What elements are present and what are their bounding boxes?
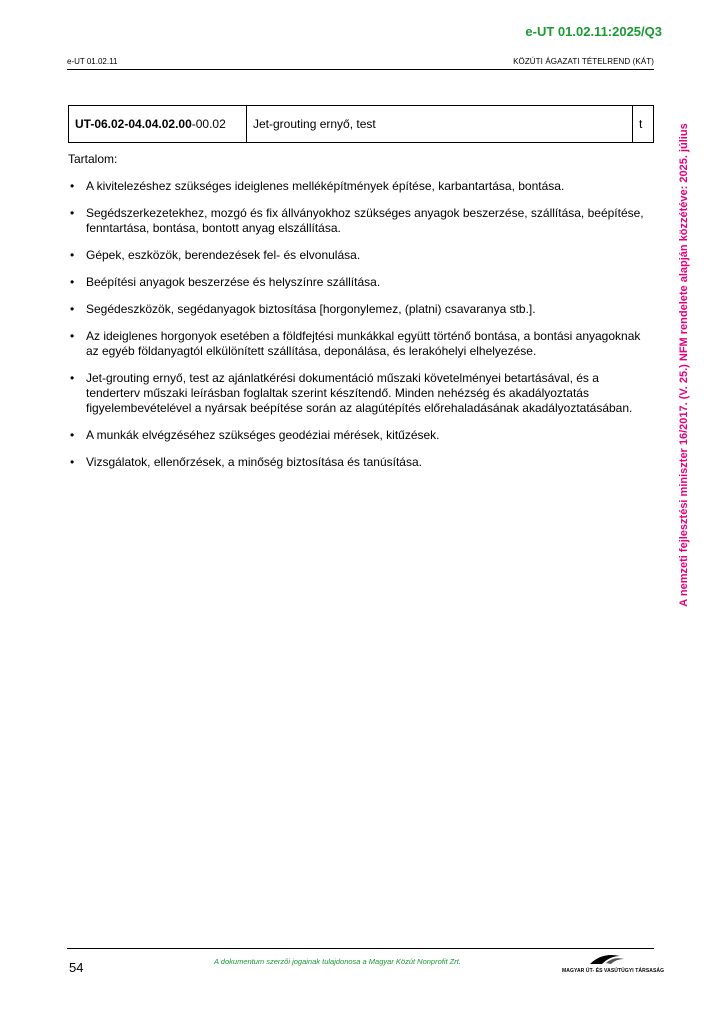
footer-divider <box>67 948 654 949</box>
content-bullet-list <box>68 179 654 470</box>
item-code-cell <box>69 106 247 143</box>
copyright-notice: A dokumentum szerzői jogainak tulajdonosa a Magyar Közút Nonprofit Zrt. <box>214 957 461 966</box>
list-item-text: Segédszerkezetekhez, mozgó és fix állványokhoz szükséges anyagok beszerzése, szállítása, beépítése, fenntartása, bontása, bontott anyag elszállítása. <box>86 206 644 235</box>
list-item-text: Beépítési anyagok beszerzése és helyszínre szállítása. <box>86 275 381 289</box>
item-row <box>69 106 654 143</box>
list-item <box>68 248 654 263</box>
item-code-bold: UT-06.02-04.04.02.00 <box>75 117 192 131</box>
list-item-text: Az ideiglenes horgonyok esetében a földfejtési munkákkal együtt történő bontása, a bontási anyagoknak az egyéb földanyagtól elkülönített szállítása, deponálása, és lerakóhelyi elhelyezése. <box>86 329 641 358</box>
logo-swoosh-icon <box>562 950 654 968</box>
item-code-suffix: -00.02 <box>191 117 226 131</box>
list-item-text: A munkák elvégzéséhez szükséges geodéziai mérések, kitűzések. <box>86 428 440 442</box>
list-item-text: Jet-grouting ernyő, test az ajánlatkérési dokumentáció műszaki követelményei betartásával, és a tenderterv műszaki leírásban foglaltak szerint készítendő. Minden nehézség és akadályoztatás figyelembevételével a nyársak beépítése során az alagútépítés előrehaladásának akadályoztatásában. <box>86 371 633 415</box>
list-item <box>68 302 654 317</box>
list-item-text: Segédeszközök, segédanyagok biztosítása [horgonylemez, (platni) csavaranya stb.]. <box>86 302 536 316</box>
content-section <box>68 152 654 482</box>
bullet-icon: • <box>70 179 75 193</box>
bullet-icon: • <box>70 275 75 289</box>
list-item <box>68 329 654 359</box>
item-unit-cell: t <box>633 106 654 143</box>
side-publication-note: A nemzeti fejlesztési miniszter 16/2017. (V. 25.) NFM rendelete alapján közzétéve: 2025. július <box>678 123 690 607</box>
item-table <box>68 105 654 143</box>
page-number: 54 <box>69 960 84 975</box>
header-right: KÖZÚTI ÁGAZATI TÉTELREND (KÁT) <box>513 57 654 66</box>
content-label: Tartalom: <box>68 152 118 166</box>
bullet-icon: • <box>70 428 75 442</box>
header-divider <box>67 69 654 70</box>
company-logo <box>562 950 665 974</box>
bullet-icon: • <box>70 206 75 220</box>
bullet-icon: • <box>70 455 75 469</box>
bullet-icon: • <box>70 302 75 316</box>
list-item-text: Vizsgálatok, ellenőrzések, a minőség biztosítása és tanúsítása. <box>86 455 422 469</box>
header-left: e-UT 01.02.11 <box>67 57 118 66</box>
list-item <box>68 206 654 236</box>
logo-text: MAGYAR ÚT- ÉS VASÚTÜGYI TÁRSASÁG <box>562 968 665 974</box>
list-item-text: A kivitelezéshez szükséges ideiglenes melléképítmények építése, karbantartása, bontása. <box>86 179 565 193</box>
list-item-text: Gépek, eszközök, berendezések fel- és elvonulása. <box>86 248 361 262</box>
list-item <box>68 371 654 416</box>
list-item <box>68 455 654 470</box>
bullet-icon: • <box>70 248 75 262</box>
list-item <box>68 428 654 443</box>
bullet-icon: • <box>70 329 75 343</box>
item-name-cell: Jet-grouting ernyő, test <box>247 106 633 143</box>
document-code: e-UT 01.02.11:2025/Q3 <box>525 24 662 39</box>
list-item <box>68 275 654 290</box>
list-item <box>68 179 654 194</box>
bullet-icon: • <box>70 371 75 385</box>
